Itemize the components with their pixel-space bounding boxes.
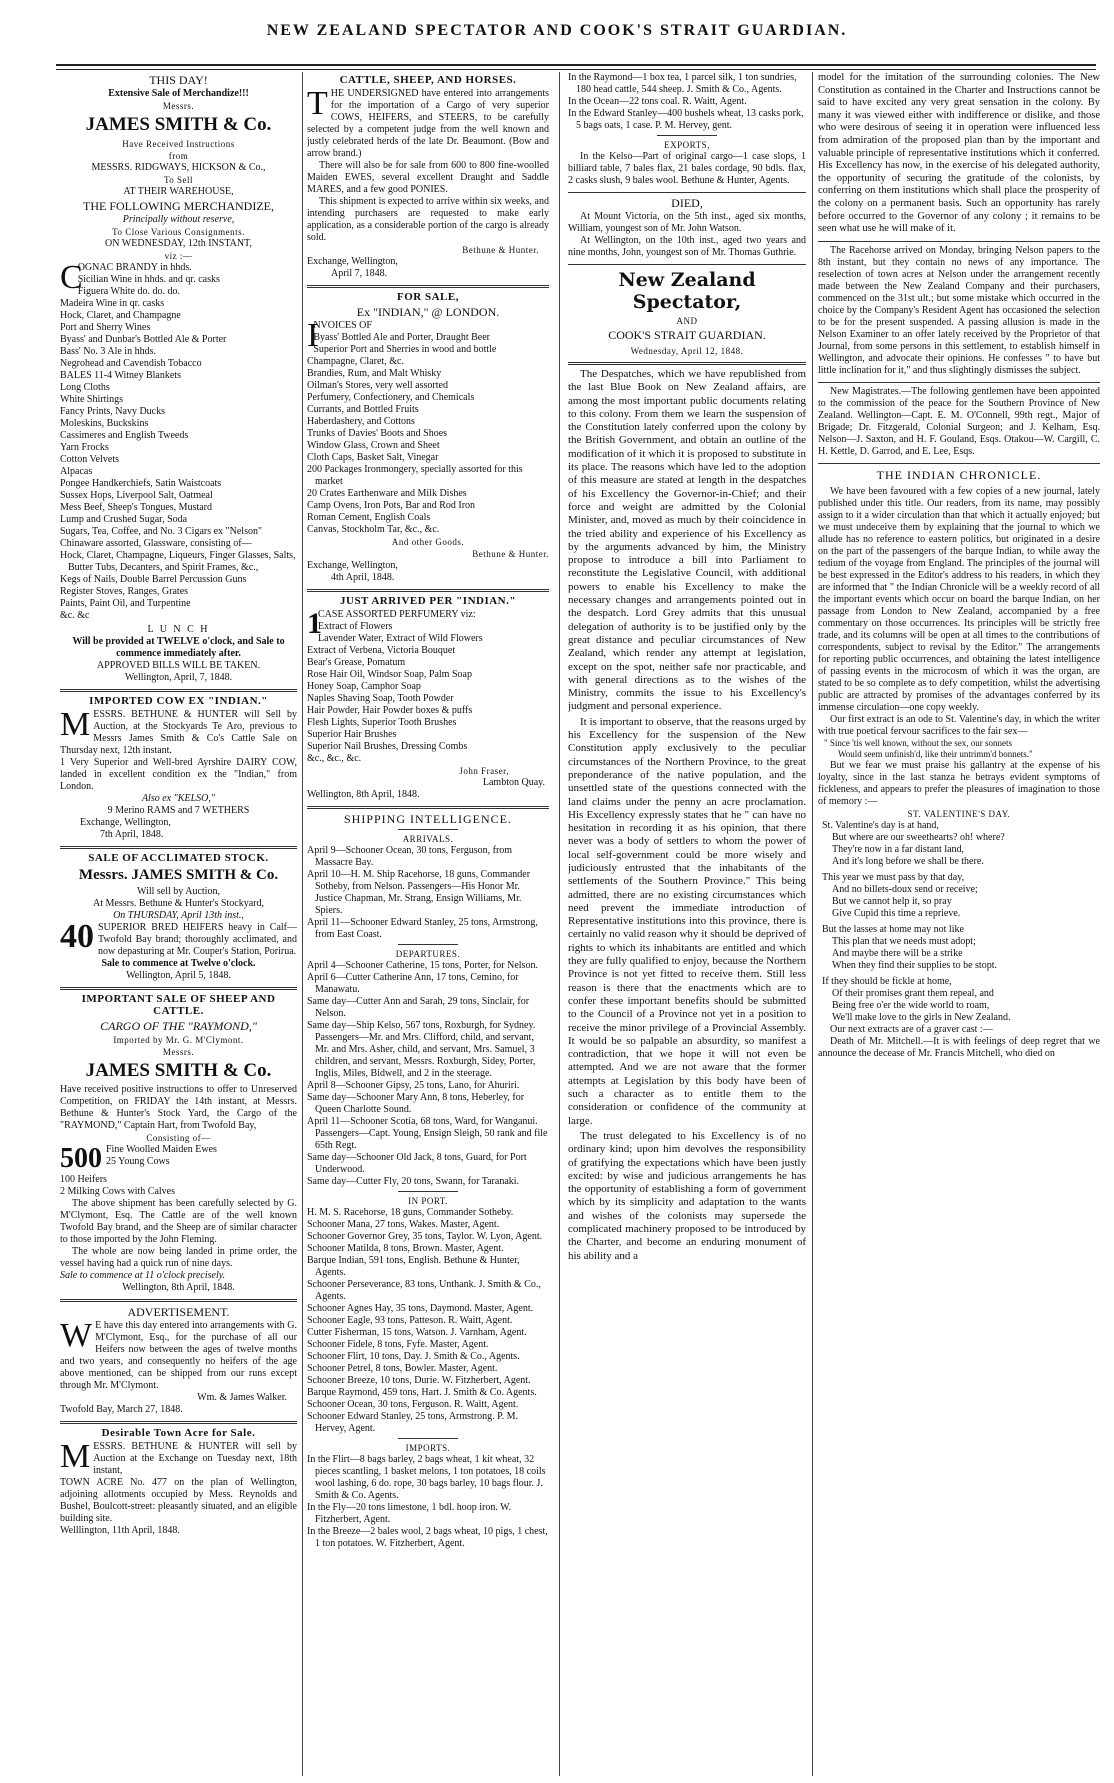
next-paragraph: Our next extracts are of a graver cast :— xyxy=(830,1023,993,1035)
indian-chronicle-title: THE INDIAN CHRONICLE. xyxy=(876,467,1042,482)
inport-heading: IN PORT. xyxy=(408,1196,448,1206)
perfumery-item: &c., &c., &c. xyxy=(307,753,362,764)
ridgways-line: MESSRS. RIDGWAYS, HICKSON & Co., xyxy=(91,162,266,173)
poem-line: But we cannot help it, so pray xyxy=(832,895,952,907)
merchandise-item: Port and Sherry Wines xyxy=(60,322,151,333)
acre-date: Welllington, 11th April, 1848. xyxy=(60,1525,180,1536)
poem-line: They're now in a far distant land, xyxy=(832,843,965,855)
cattle-title: CATTLE, SHEEP, AND HORSES. xyxy=(339,74,517,86)
drop-cap: C xyxy=(60,259,83,296)
forsale-date: 4th April, 1848. xyxy=(331,572,395,583)
inport-item: Schooner Ocean, 30 tons, Ferguson. R. Waitt, Agent. xyxy=(307,1399,519,1410)
merchandise-item: Mess Beef, Sheep's Tongues, Mustard xyxy=(60,502,213,513)
merchandise-item: Alpacas xyxy=(60,466,93,477)
leader-continued: model for the imitation of the surrounding colonies. The New Constitution as contained in the Charter and Instructions cannot be said to have excited any very great sensation in the colony. By many it was viewed either with indifference or dislike, and those who were desirous of seeing it in operation were influenced less from admiration of the proposed plan than by the important and valuable principle of representative institutions which it conferred. His Excellency has now, in the exercise of his delegated authority, the opportunity of securing the gratitude of the colonists, by conferring on them institutions which shall place the prosperity of the colony on a permanent basis. Such an opportunity has rarely before occurred to the Governor of any colony ; it remains to be seen what use he will make of it. xyxy=(818,72,1100,235)
forsale-item: NVOICES OF xyxy=(313,320,372,331)
accl-title: SALE OF ACCLIMATED STOCK. xyxy=(88,852,269,864)
cow-title: IMPORTED COW EX "INDIAN." xyxy=(89,695,268,707)
died-notice: At Wellington, on the 10th inst., aged two years and nine months, John, youngest son of Mr. Thomas Guthrie. xyxy=(568,235,806,258)
rule xyxy=(60,987,297,990)
quote-line: Would seem unfinish'd, like their untrimm'd bonnets." xyxy=(838,748,1033,759)
imports-heading: IMPORTS. xyxy=(405,1443,451,1453)
departures-list xyxy=(307,960,549,1188)
inport-item: Cutter Fisherman, 15 tons, Watson. J. Varnham, Agent. xyxy=(307,1327,527,1338)
exports-heading: EXPORTS, xyxy=(664,140,710,150)
dateline: Wellington, April, 7, 1848. xyxy=(124,672,233,683)
drop-cap: I xyxy=(307,317,319,354)
received-line: Have Received Instructions xyxy=(122,139,235,149)
paper-and: AND xyxy=(676,316,698,326)
forsale-item: Byass' Bottled Ale and Porter, Draught Beer xyxy=(313,332,490,343)
drop-cap: W xyxy=(60,1317,93,1354)
perfumery-item: Extract of Flowers xyxy=(318,621,393,632)
merchandise-item: Negrohead and Cavendish Tobacco xyxy=(60,358,202,369)
short-rule xyxy=(398,829,458,830)
poem xyxy=(818,820,1100,1024)
rule xyxy=(568,264,806,265)
lunch-heading: L U N C H xyxy=(147,624,210,635)
sale-date: ON WEDNESDAY, 12th INSTANT, xyxy=(105,238,252,249)
consisting: Consisting of— xyxy=(146,1133,211,1143)
poem-line: Give Cupid this time a reprieve. xyxy=(832,907,961,919)
arrival-item: April 10—H. M. Ship Racehorse, 18 guns, Commander Sotheby, from Nelson. Passengers—His Honor Mr. Justice Chapman, Mr. Strang, Ensign Williams, Mr. Spiers. xyxy=(307,869,531,916)
import-item: In the Raymond—1 box tea, 1 parcel silk, 1 ton sundries, 180 head cattle, 544 sheep. J. Smith & Co., Agents. xyxy=(568,72,797,95)
cow-line: 9 Merino RAMS and 7 WETHERS xyxy=(107,805,250,816)
inport-list xyxy=(307,1207,549,1435)
rule xyxy=(307,806,549,809)
cattle-paragraph: This shipment is expected to arrive within six weeks, and intending purchasers are requested to make early application, as a considerable portion of the cargo is already sold. xyxy=(307,196,549,243)
inport-item: Schooner Fidele, 8 tons, Fyfe. Master, Agent. xyxy=(307,1339,489,1350)
merchandise-item: Hock, Claret, Champagne, Liqueurs, Finger Glasses, Salts, Butter Tubs, Decanters, and Spirit Frames, &c., xyxy=(60,550,296,573)
poem-line: Being free o'er the wide world to roam, xyxy=(832,999,990,1011)
merchandise-item: White Shirtings xyxy=(60,394,124,405)
reserve-line: Principally without reserve, xyxy=(122,214,235,225)
merchandise-item: Register Stoves, Ranges, Grates xyxy=(60,586,189,597)
forsale-item: Haberdashery, and Cottons xyxy=(307,416,415,427)
column-rule xyxy=(812,72,813,1776)
column-2 xyxy=(307,72,549,1776)
merchandise-item: Byass' and Dunbar's Bottled Ale & Porter xyxy=(60,334,227,345)
messrs: Messrs. xyxy=(162,1047,195,1057)
leader-paragraph: The Despatches, which we have republished from the last Blue Book on New Zealand affairs, are among the most important public documents relating to this colony. From them we learn the suspension of the Constitution lately conferred upon the colony by the British Government, and obtain an outline of the modification of it which it is proposed to substitute in its place. The reasons which have led to the adoption of this measure are stated at length in the despatches of his Excellency the Governor-in-Chief; and their force and weight are admitted by the Colonial Minister, and, moved as much by their coincidence in the tried ability and experience of his Excellency as by the arguments advanced by him, the Ministry propose to introduce a bill into Parliament to reconstitute the Legislative Council, with additional powers to enable his Excellency to make the necessary changes and arrangements pointed out in the despatch. Lord Grey admits that this unusual delegation of authority is to be justified only by the great distance and peculiar circumstances of New Zealand, which render any attempt at legislation, except on the spot, neither safe nor practicable, and with general directions as to the wishes of the Ministry, commits the issue to his Excellency's judgment and personal experience. xyxy=(568,368,806,713)
just-title: JUST ARRIVED PER "INDIAN." xyxy=(340,595,516,607)
merchandise-item: &c. &c xyxy=(60,610,90,621)
column-rule xyxy=(559,72,560,1776)
cattle-signature: Bethune & Hunter. xyxy=(462,245,539,255)
forsale-item: Brandies, Rum, and Malt Whisky xyxy=(307,368,442,379)
forsale-item: Superior Port and Sherries in wood and bottle xyxy=(313,344,497,355)
just-signature: John Fraser, xyxy=(459,766,509,776)
poem-line: This year we must pass by that day, xyxy=(822,871,965,883)
page-masthead: NEW ZEALAND SPECTATOR AND COOK'S STRAIT GUARDIAN. xyxy=(266,22,848,39)
import-item: In the Ocean—22 tons coal. R. Waitt, Agent. xyxy=(568,96,747,107)
cow-date: Exchange, Wellington, xyxy=(80,817,171,828)
poem-line: But the lasses at home may not like xyxy=(822,923,964,935)
death-paragraph: Death of Mr. Mitchell.—It is with feelings of deep regret that we announce the decease of Mr. Francis Mitchell, who died on xyxy=(818,1035,1100,1059)
exports-text: In the Kelso—Part of original cargo—1 case slops, 1 billiard table, 7 bales flax, 21 bales cordage, 90 bdls. flax, 2 casks slush, 9 bales wool. Bethune & Hunter, Agents. xyxy=(568,151,806,186)
just-signature: Lambton Quay. xyxy=(482,777,545,788)
indian-paragraph: We have been favoured with a few copies of a new journal, lately published under this title. Our readers, from its name, may possibly assign to it a wider circulation than that which it actually enjoyed; but we must undeceive them by explaining that the journal to which we allude has no reference to eastern politics, but originated in a desire on the part of the passengers of the barque Indian, to while away the tedium of the voyage from England. The principles of the journal will be best expressed in the Editor's address to his readers, in which they are informed that " the Indian Chronicle will be a weekly record of all the important events which occur on board the barque Indian, on her passage from London to New Zealand, accompanied by a free commentary on those occurrences. Its principles will be strictly free trade, and its columns will be open at all times to the contributions of correspondents, subject to revisal by the Editor." The arrangements for reporting public occurrences, and obtaining the latest intelligence of passing events in the microcosm of which it was the organ, are stated to be so complete as to defy competition, whilst the advertising public are attracted by promises of the advantages conferred by its immense circulation—one copy weekly. xyxy=(818,485,1100,713)
perfumery-item: Honey Soap, Camphor Soap xyxy=(307,681,421,692)
inport-item: Schooner Agnes Hay, 35 tons, Daymond. Master, Agent. xyxy=(307,1303,534,1314)
perfumery-item: Naples Shaving Soap, Tooth Powder xyxy=(307,693,454,704)
rule xyxy=(307,589,549,592)
imports-list xyxy=(568,72,806,132)
sheep-paragraph: The above shipment has been carefully selected by G. M'Clymont, Esq. The Cattle are of the well known Twofold Bay brand, and the Sheep are of similar character to those imported by the John Fleming. xyxy=(60,1198,297,1245)
this-day: THIS DAY! xyxy=(149,73,208,87)
poem-line: This plan that we needs must adopt; xyxy=(832,935,976,947)
big-number: 40 xyxy=(60,918,94,955)
merchandise-item: Kegs of Nails, Double Barrel Percussion Guns xyxy=(60,574,247,585)
inport-item: Schooner Perseverance, 83 tons, Unthank. J. Smith & Co., Agents. xyxy=(307,1279,541,1302)
drop-cap: M xyxy=(60,706,91,743)
merchandise-item: Figuera White do. do. do. xyxy=(77,286,180,297)
forsale-item: 20 Crates Earthenware and Milk Dishes xyxy=(307,488,467,499)
merchandise-item: Cassimeres and English Tweeds xyxy=(60,430,189,441)
accl-firm: Messrs. JAMES SMITH & Co. xyxy=(78,867,279,883)
forsale-title: FOR SALE, xyxy=(397,291,459,303)
forsale-item: Trunks of Davies' Boots and Shoes xyxy=(307,428,448,439)
inport-item: Schooner Matilda, 8 tons, Brown. Master, Agent. xyxy=(307,1243,504,1254)
sheep-imported: Imported by Mr. G. M'Clymont. xyxy=(113,1035,244,1045)
forsale-item: Canvas, Stockholm Tar, &c., &c. xyxy=(307,524,440,535)
forsale-other: And other Goods. xyxy=(391,537,465,547)
departures-heading: DEPARTURES. xyxy=(395,949,461,959)
leader-paragraph: The trust delegated to his Excellency is of no ordinary kind; upon him devolves the responsibility of gratifying the expectations which have been justly excited: by wise and judicious arrangements he has the opportunity of establishing a form of government which by its simplicity and adaptation to the wants and wishes of the colonists may supersede the complicated machinery proposed to be introduced by the Charter, and become an enduring monument of his ability and a xyxy=(568,1129,806,1262)
perfumery-item: Bear's Grease, Pomatum xyxy=(307,657,406,668)
merchandise-item: Paints, Paint Oil, and Turpentine xyxy=(60,598,191,609)
merchandise-item: Lump and Crushed Sugar, Soda xyxy=(60,514,188,525)
valentine-paragraph: Our first extract is an ode to St. Valentine's day, in which the writer with true poetical fervour sacrifices to the fair sex— xyxy=(818,713,1100,737)
poem-line: St. Valentine's day is at hand, xyxy=(822,819,939,831)
arrival-item: April 9—Schooner Ocean, 30 tons, Ferguson, from Massacre Bay. xyxy=(307,845,513,868)
inport-item: Barque Indian, 591 tons, English. Bethune & Hunter, Agents. xyxy=(307,1255,520,1278)
column-1 xyxy=(60,72,297,1776)
poem-line: When they find their supplies to be stopt. xyxy=(832,959,997,971)
departure-item: Same day—Cutter Ann and Sarah, 29 tons, Sinclair, for Nelson. xyxy=(307,996,530,1019)
merchandise-item: Fancy Prints, Navy Ducks xyxy=(60,406,165,417)
rule xyxy=(307,285,549,288)
merchandise-item: Cotton Velvets xyxy=(60,454,119,465)
died-heading: DIED, xyxy=(671,196,703,210)
perfumery-item: Rose Hair Oil, Windsor Soap, Palm Soap xyxy=(307,669,472,680)
departure-item: Same day—Ship Kelso, 567 tons, Roxburgh, for Sydney. Passengers—Mr. and Mrs. Clifford, child, and servant, Mr. and Mrs. Asher, child, and servant, Mrs. Samuel, 3 children, and servant, Messrs. Roxburgh, Sidey, Porter, Inglis, Miles, Bidwell, and 2 in the steerage. xyxy=(307,1020,536,1079)
short-rule xyxy=(398,1438,458,1439)
cattle-date: April 7, 1848. xyxy=(331,268,388,279)
poem-line: We'll make love to the girls in New Zealand. xyxy=(832,1011,1011,1023)
sheep-item: 25 Young Cows xyxy=(106,1156,170,1167)
forsale-list xyxy=(307,317,549,536)
import-item: In the Fly—20 tons limestone, 1 bdl. hoop iron. W. Fitzherbert, Agent. xyxy=(307,1502,512,1525)
merchandise-item: Yarn Frocks xyxy=(60,442,109,453)
inport-item: Barque Raymond, 459 tons, Hart. J. Smith & Co. Agents. xyxy=(307,1387,537,1398)
accl-text: SUPERIOR BRED HEIFERS heavy in Calf—Twofold Bay brand; thoroughly acclimated, and now depasturing at Mr. Couper's Station, Porirua. xyxy=(98,922,297,957)
forsale-item: Oilman's Stores, very well assorted xyxy=(307,380,448,391)
inport-item: Schooner Flirt, 10 tons, Day. J. Smith & Co., Agents. xyxy=(307,1351,520,1362)
forsale-item: Window Glass, Crown and Sheet xyxy=(307,440,440,451)
import-item: In the Edward Stanley—400 bushels wheat, 13 casks pork, 5 bags oats, 1 case. P. M. Hervey, gent. xyxy=(568,108,804,131)
accl-line: Will sell by Auction, xyxy=(137,886,220,897)
drop-cap: T xyxy=(307,85,328,122)
adv-signature: Wm. & James Walker. xyxy=(197,1392,287,1403)
departure-item: April 8—Schooner Gipsy, 25 tons, Lano, for Ahuriri. xyxy=(307,1080,520,1091)
sale-title: Extensive Sale of Merchandize!!! xyxy=(108,88,249,99)
rule xyxy=(60,1421,297,1424)
shipping-title: SHIPPING INTELLIGENCE. xyxy=(344,812,512,826)
cow-line: Also ex "KELSO," xyxy=(141,793,216,804)
perfumery-item: Superior Hair Brushes xyxy=(307,729,397,740)
accl-date: Wellington, April 5, 1848. xyxy=(126,970,231,981)
forsale-item: Roman Cement, English Coals xyxy=(307,512,431,523)
accl-sale: Sale to commence at Twelve o'clock. xyxy=(101,958,256,969)
import-item: In the Breeze—2 bales wool, 2 bags wheat, 10 pigs, 1 chest, 1 ton potatoes. W. Fitzherbert, Agent. xyxy=(307,1526,548,1549)
rule xyxy=(60,1299,297,1302)
rule xyxy=(818,241,1100,242)
magistrates-paragraph: New Magistrates.—The following gentlemen have been appointed to the commission of the peace for the Southern Province of New Zealand. Wellington—Capt. E. M. O'Connell, 99th regt., Major of Brigade; Dr. Fitzgerald, Colonial Surgeon; and J. Kelham, Esq. Nelson—J. Saxton, and H. F. Gouland, Esqs. Otakou—W. Cargill, C. H. Kettle, D. Garrod, and E. Lee, Esqs. xyxy=(818,385,1100,457)
departure-item: Same day—Cutter Fly, 20 tons, Swann, for Taranaki. xyxy=(307,1176,520,1187)
drop-cap: M xyxy=(60,1438,91,1475)
merchandise-item: Pongee Handkerchiefs, Satin Waistcoats xyxy=(60,478,222,489)
rule xyxy=(818,463,1100,464)
inport-item: Schooner Petrel, 8 tons, Bowler. Master, Agent. xyxy=(307,1363,498,1374)
messrs: Messrs. xyxy=(162,101,195,111)
accl-line: At Messrs. Bethune & Hunter's Stockyard, xyxy=(93,898,264,909)
merchandise-item: Madeira Wine in qr. casks xyxy=(60,298,165,309)
leader-paragraph: It is important to observe, that the reasons urged by his Excellency for the suspension of the New Constitution apply exclusively to the peculiar circumstances of the Northern Province, to the great preponderance of the native population, and the unsettled state of the questions connected with the land claims under the penny an acre proclamation. His Excellency expressly states that he " can have no hesitation in recording it as his opinion, that there never was a body of settlers to whom the power of local self-government could be more wisely and judiciously entrusted that the inhabitants of the settlements of the Southern Province." This being admitted, there are no existing circumstances which need prevent the immediate introduction of Representative institutions into this province, there is certainly no valid reason why it should be deprived of rights to which its inhabitants are entitled and which they are fully qualified to enjoy, because the Northern Province is not yet fitted to receive them. Still less reason is there that the enactments which are to confer these important benefits should be submitted to the Council of a Province not yet in a position to receive the minor privilege of a Provincial Assembly. It would be so palpable an absurdity, so manifest a contradiction, that we hope it will not even be attempted. And we are not aware that the former attempts at Legislation by this body have been of such a character as to entitle them to the consideration or confidence of the community at large. xyxy=(568,715,806,1127)
sheep-item: Fine Woolled Maiden Ewes xyxy=(106,1144,217,1155)
arrivals-heading: ARRIVALS. xyxy=(402,834,454,844)
forsale-item: Champagne, Claret, &c. xyxy=(307,356,404,367)
imports-list xyxy=(307,1454,549,1550)
racehorse-paragraph: The Racehorse arrived on Monday, bringing Nelson papers to the 8th instant, but they contain no news of any importance. The reselection of town acres at Nelson under the arrangement recently made between the New Zealand Company and their purchasers, commenced on the 31st ult.; but some mistake which occurred in the choice by the Company's Resident Agent has occasioned the selection to be for the present suspended. A passing allusion is made in the Nelson Examiner to an offer lately received by the Proprietor of that Journal, from some persons in this settlement, to establish himself in Wellington, and advocate their opinions. He confesses " to have but little inclination for it," and thus slightingly dismisses the subject. xyxy=(818,244,1100,376)
poem-line: Of their promises grant them repeal, and xyxy=(832,987,994,999)
gallantry-paragraph: But we fear we must praise his gallantry at the expense of his loyalty, since in the last stanza he betrays evident symptoms of fickleness, and appears to prefer the pleasures of imagination to those of memory :— xyxy=(818,759,1100,807)
adv-title: ADVERTISEMENT. xyxy=(127,1305,230,1319)
sheep-cargo: CARGO OF THE "RAYMOND," xyxy=(100,1019,257,1033)
big-number: 500 xyxy=(60,1143,102,1174)
paper-subtitle: COOK'S STRAIT GUARDIAN. xyxy=(608,328,766,342)
acre-title: Desirable Town Acre for Sale. xyxy=(101,1427,256,1439)
sheep-sale: Sale to commence at 11 o'clock precisely. xyxy=(60,1270,226,1281)
acre-paragraph: TOWN ACRE No. 477 on the plan of Wellington, adjoining allotments occupied by Mess. Reynolds and Bushel, Boulcott-street: pleasantly situated, and an eligible building site. xyxy=(60,1477,297,1524)
forsale-item: Cloth Caps, Basket Salt, Vinegar xyxy=(307,452,439,463)
poem-line: And maybe there will be a strike xyxy=(832,947,963,959)
poem-title: ST. VALENTINE'S DAY. xyxy=(907,808,1011,819)
from-line: from xyxy=(168,151,189,161)
poem-line: And no billets-doux send or receive; xyxy=(832,883,978,895)
sheep-text: Have received positive instructions to offer to Unreserved Competition, on FRIDAY the 14th instant, at Messrs. Bethune & Hunter's Stock Yard, the Cargo of the "RAYMOND," Captain Hart, from Twofold Bay, xyxy=(60,1084,297,1131)
to-sell: To Sell xyxy=(163,175,194,185)
cattle-text: HE UNDERSIGNED have entered into arrangements for the importation of a Cargo of very superior COWS, HEIFERS, and STEERS, to be carefully selected by a competent judge from the well known and justly celebrated herds of the late Dr. Beaumont. (Bow and arrow brand.) xyxy=(307,88,549,159)
inport-item: Schooner Governor Grey, 35 tons, Taylor. W. Lyon, Agent. xyxy=(307,1231,543,1242)
poem-line: And it's long before we shall be there. xyxy=(832,855,984,867)
sheep-title: IMPORTANT SALE OF SHEEP AND CATTLE. xyxy=(81,993,276,1017)
accl-line: On THURSDAY, April 13th inst., xyxy=(113,910,244,921)
viz: viz :— xyxy=(164,251,193,261)
paper-title: New Zealand Spectator, xyxy=(618,269,756,313)
paper-date: Wednesday, April 12, 1848. xyxy=(630,346,744,356)
adv-date: Twofold Bay, March 27, 1848. xyxy=(60,1404,183,1415)
poem-line: But where are our sweethearts? oh! where? xyxy=(832,831,1005,843)
import-item: In the Flirt—8 bags barley, 2 bags wheat, 1 kit wheat, 32 pieces scantling, 1 basket melons, 1 ton potatoes, 18 coils wool lashing, 6 do. rope, 30 bags barley, 10 bags flour. J. Smith & Co. Agents. xyxy=(307,1454,546,1501)
merchandise-item: Chinaware assorted, Glassware, consisting of— xyxy=(60,538,252,549)
masthead-rule xyxy=(56,64,1096,70)
inport-item: Schooner Eagle, 93 tons, Patteson. R. Waitt, Agent. xyxy=(307,1315,513,1326)
firm-name: JAMES SMITH & Co. xyxy=(85,114,272,135)
perfumery-item: Superior Nail Brushes, Dressing Combs xyxy=(307,741,468,752)
inport-item: Schooner Edward Stanley, 25 tons, Armstrong. P. M. Hervey, Agent. xyxy=(307,1411,519,1434)
merchandise-item: Sussex Hops, Liverpool Salt, Oatmeal xyxy=(60,490,213,501)
cattle-paragraph: There will also be for sale from 600 to 800 fine-woolled Maiden EWES, several excellent Draught and Saddle MARES, and a few good PONIES. xyxy=(307,160,549,195)
perfumery-item: Extract of Verbena, Victoria Bouquet xyxy=(307,645,456,656)
short-rule xyxy=(398,1191,458,1192)
rule xyxy=(818,382,1100,383)
merchandise-item: OGNAC BRANDY in hhds. xyxy=(77,262,192,273)
sheep-paragraph: The whole are now being landed in prime order, the vessel having had a quick run of nine days. xyxy=(60,1246,297,1269)
acre-text: ESSRS. BETHUNE & HUNTER will sell by Auction at the Exchange on Tuesday next, 18th instant, xyxy=(93,1441,297,1476)
perfumery-item: CASE ASSORTED PERFUMERY viz: xyxy=(318,609,476,620)
inport-item: H. M. S. Racehorse, 18 guns, Commander Sotheby. xyxy=(307,1207,514,1218)
quote-line: " Since 'tis well known, without the sex, our sonnets xyxy=(824,737,1013,748)
rule xyxy=(568,362,806,365)
rule xyxy=(568,192,806,193)
merchandise-item: Moleskins, Buckskins xyxy=(60,418,149,429)
forsale-date: Exchange, Wellington, xyxy=(307,560,398,571)
forsale-ex: Ex "INDIAN," @ LONDON. xyxy=(356,305,500,319)
perfumery-list xyxy=(307,609,549,765)
departure-item: April 6—Cutter Catherine Ann, 17 tons, Cemino, for Manawatu. xyxy=(307,972,519,995)
merchandise-item: Hock, Claret, and Champagne xyxy=(60,310,181,321)
poem-line: If they should be fickle at home, xyxy=(822,975,952,987)
short-rule xyxy=(657,135,717,136)
inport-item: Schooner Breeze, 10 tons, Durie. W. Fitzherbert, Agent. xyxy=(307,1375,531,1386)
perfumery-item: Lavender Water, Extract of Wild Flowers xyxy=(318,633,483,644)
departure-item: April 11—Schooner Scotia, 68 tons, Ward, for Wanganui. Passengers—Capt. Young, Ensign Sleigh, 50 rank and file 65th Regt. xyxy=(307,1116,548,1151)
forsale-signature: Bethune & Hunter. xyxy=(472,549,549,559)
cow-text: ESSRS. BETHUNE & HUNTER will Sell by Auction, at the Stockyards Te Aro, previous to Messrs James Smith & Co's Cattle Sale on Thursday next, 12th instant. xyxy=(60,709,297,756)
forsale-item: 200 Packages Ironmongery, specially assorted for this market xyxy=(307,464,523,487)
merchandise-item: Bass' No. 3 Ale in hhds. xyxy=(60,346,156,357)
column-4 xyxy=(818,72,1100,1776)
cattle-date: Exchange, Wellington, xyxy=(307,256,398,267)
merchandise-item: Sicilian Wine in hhds. and qr. casks xyxy=(77,274,220,285)
consign-line: To Close Various Consignments. xyxy=(112,227,245,237)
bills-note: APPROVED BILLS WILL BE TAKEN. xyxy=(96,660,261,671)
merchandise-item: BALES 11-4 Witney Blankets xyxy=(60,370,181,381)
arrivals-list xyxy=(307,845,549,941)
lunch-note: Will be provided at TWELVE o'clock, and Sale to commence immediately after. xyxy=(72,636,285,659)
departure-item: Same day—Schooner Old Jack, 8 tons, Guard, for Port Underwood. xyxy=(307,1152,527,1175)
column-rule xyxy=(302,72,303,1776)
cow-date: 7th April, 1848. xyxy=(100,829,164,840)
perfumery-item: Flesh Lights, Superior Tooth Brushes xyxy=(307,717,457,728)
forsale-item: Camp Ovens, Iron Pots, Bar and Rod Iron xyxy=(307,500,476,511)
forsale-item: Currants, and Bottled Fruits xyxy=(307,404,419,415)
departure-item: Same day—Schooner Mary Ann, 8 tons, Heberley, for Queen Charlotte Sound. xyxy=(307,1092,525,1115)
died-notice: At Mount Victoria, on the 5th inst., aged six months, William, youngest son of Mr. John Watson. xyxy=(568,211,806,234)
warehouse-line: AT THEIR WAREHOUSE, xyxy=(123,186,234,197)
arrival-item: April 11—Schooner Edward Stanley, 25 tons, Armstrong, from East Coast. xyxy=(307,917,538,940)
adv-text: E have this day entered into arrangements with G. M'Clymont, Esq., for the purchase of all our Heifers now between the ages of twelve months and two years, and consequently no heifers of the age above mentioned, can be shipped from our runs except through Mr. M'Clymont. xyxy=(60,1320,297,1391)
merchandise-list xyxy=(60,259,297,622)
column-3 xyxy=(568,72,806,1776)
departure-item: April 4—Schooner Catherine, 15 tons, Porter, for Nelson. xyxy=(307,960,538,971)
forsale-item: Perfumery, Confectionery, and Chemicals xyxy=(307,392,475,403)
merchandise-item: Long Cloths xyxy=(60,382,110,393)
sheep-firm: JAMES SMITH & Co. xyxy=(85,1060,272,1081)
inport-item: Schooner Mana, 27 tons, Wakes. Master, Agent. xyxy=(307,1219,500,1230)
drop-cap: 1 xyxy=(307,607,322,640)
just-date: Wellington, 8th April, 1848. xyxy=(307,789,420,800)
merchandise-item: Sugars, Tea, Coffee, and No. 3 Cigars ex "Nelson" xyxy=(60,526,263,537)
rule xyxy=(60,689,297,692)
rule xyxy=(60,846,297,849)
sheep-item: 100 Heifers xyxy=(60,1174,107,1185)
sheep-date: Wellington, 8th April, 1848. xyxy=(122,1282,235,1293)
short-rule xyxy=(398,944,458,945)
following-line: THE FOLLOWING MERCHANDIZE, xyxy=(83,199,274,213)
cow-line: 1 Very Superior and Well-bred Ayrshire DAIRY COW, landed in excellent condition ex the "Indian," from London. xyxy=(60,757,297,792)
sheep-item: 2 Milking Cows with Calves xyxy=(60,1186,176,1197)
perfumery-item: Hair Powder, Hair Powder boxes & puffs xyxy=(307,705,473,716)
